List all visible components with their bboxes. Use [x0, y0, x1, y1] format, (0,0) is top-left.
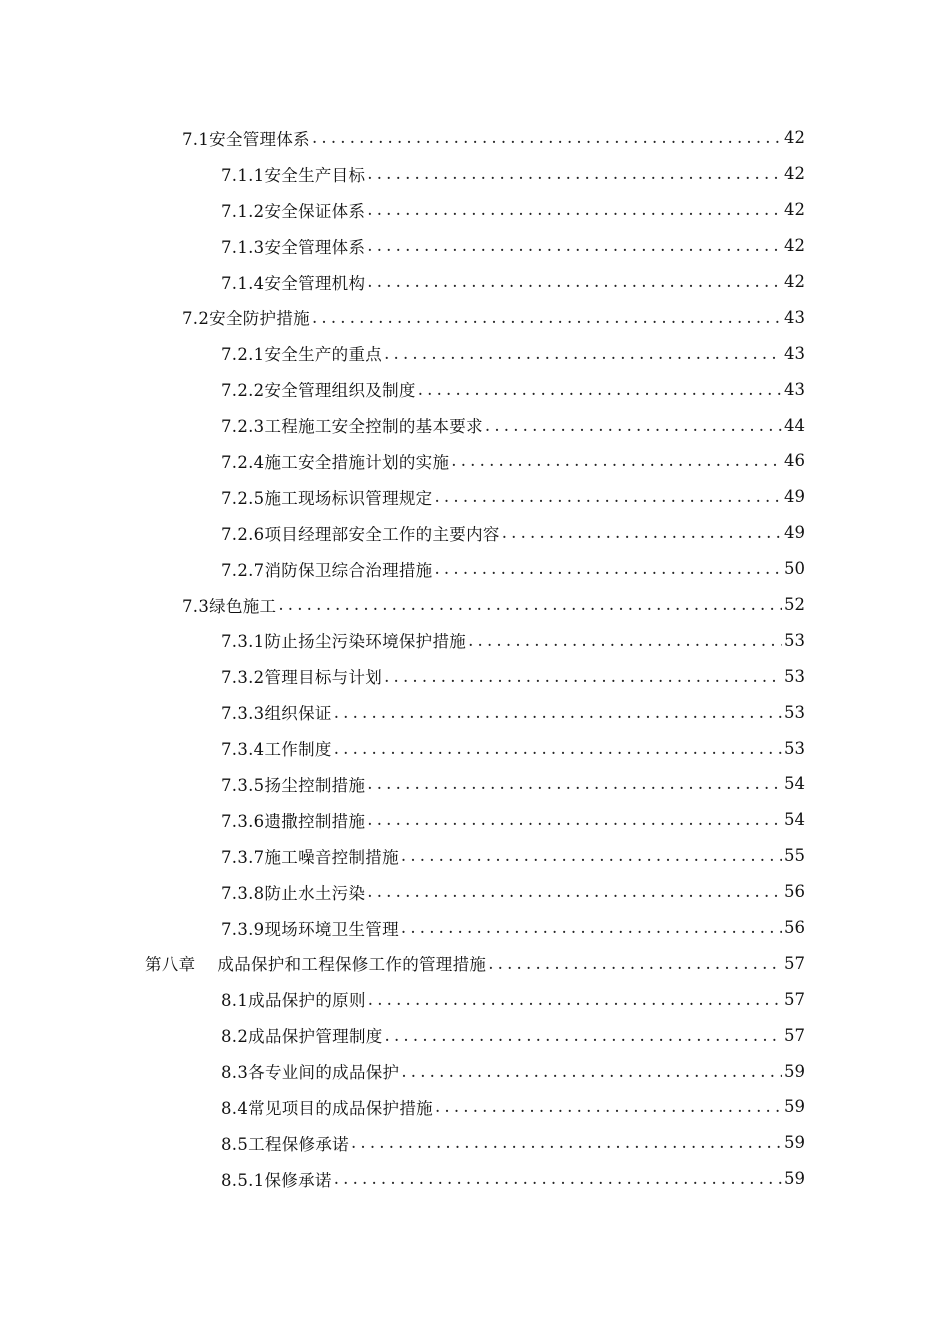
toc-entry[interactable] [0, 551, 950, 587]
toc-entry[interactable] [0, 264, 950, 300]
toc-entry-title: 8.2成品保护管理制度 [221, 1027, 383, 1047]
toc-entry-title: 7.1.4安全管理机构 [221, 273, 366, 293]
toc-entry[interactable] [0, 479, 950, 515]
toc-entry[interactable] [0, 802, 950, 838]
toc-entry-title: 7.2.2安全管理组织及制度 [221, 381, 416, 401]
toc-entry[interactable] [0, 766, 950, 802]
toc-entry-title: 7.3.5扬尘控制措施 [221, 775, 366, 795]
toc-dot-leader [401, 846, 782, 865]
toc-entry[interactable] [0, 838, 950, 874]
toc-entry[interactable] [0, 192, 950, 228]
toc-entry-page: 53 [784, 738, 805, 758]
toc-entry-page: 56 [784, 918, 805, 938]
toc-dot-leader [468, 631, 782, 650]
toc-dot-leader [367, 164, 782, 183]
toc-entry-title: 7.3.8防止水土污染 [221, 883, 366, 903]
toc-entry-title: 8.5工程保修承诺 [221, 1134, 349, 1154]
toc-entry-title: 7.1.3安全管理体系 [221, 237, 366, 257]
toc-dot-leader [351, 1133, 782, 1152]
toc-entry[interactable] [0, 1161, 950, 1197]
toc-entry-title: 7.1安全管理体系 [182, 129, 310, 149]
toc-dot-leader [367, 272, 782, 291]
toc-entry-page: 56 [784, 882, 805, 902]
toc-entry-page: 57 [784, 989, 805, 1009]
toc-entry-page: 42 [784, 128, 805, 148]
toc-entry-title: 7.3.1防止扬尘污染环境保护措施 [221, 632, 467, 652]
toc-entry-page: 49 [784, 487, 805, 507]
toc-dot-leader [312, 308, 782, 327]
toc-entry-title: 7.2.6项目经理部安全工作的主要内容 [221, 524, 500, 544]
toc-entry[interactable] [0, 981, 950, 1017]
toc-chapter-title [145, 951, 486, 975]
toc-dot-leader [401, 1062, 782, 1081]
toc-dot-leader [278, 595, 782, 614]
toc-entry-title: 7.2.7消防保卫综合治理措施 [221, 560, 433, 580]
toc-entry[interactable] [0, 120, 950, 156]
toc-entry-page: 54 [784, 810, 805, 830]
toc-entry-page: 53 [784, 666, 805, 686]
toc-entry-title: 7.1.2安全保证体系 [221, 201, 366, 221]
toc-entry[interactable] [0, 874, 950, 910]
toc-dot-leader [384, 667, 782, 686]
toc-entry[interactable] [0, 587, 950, 623]
toc-entry[interactable] [0, 443, 950, 479]
toc-entry-page: 59 [784, 1169, 805, 1189]
toc-entry-page: 44 [784, 415, 805, 435]
toc-chapter-name: 成品保护和工程保修工作的管理措施 [217, 955, 487, 975]
toc-entry-page: 42 [784, 236, 805, 256]
toc-entry-title: 7.2安全防护措施 [182, 309, 310, 329]
toc-dot-leader [385, 1026, 782, 1045]
toc-entry-title: 7.2.4施工安全措施计划的实施 [221, 452, 450, 472]
toc-dot-leader [502, 523, 782, 542]
toc-entry[interactable] [0, 694, 950, 730]
toc-entry-page: 59 [784, 1061, 805, 1081]
toc-dot-leader [418, 380, 782, 399]
toc-entry-page: 42 [784, 200, 805, 220]
toc-entry-page: 53 [784, 630, 805, 650]
toc-entry-title: 7.2.3工程施工安全控制的基本要求 [221, 417, 483, 437]
toc-entry[interactable] [0, 1125, 950, 1161]
toc-entry[interactable] [0, 515, 950, 551]
toc-entry-title: 7.3.9现场环境卫生管理 [221, 919, 399, 939]
toc-entry-page: 49 [784, 523, 805, 543]
toc-dot-leader [334, 703, 782, 722]
toc-entry[interactable] [0, 299, 950, 335]
toc-entry[interactable] [0, 910, 950, 946]
toc-entry[interactable] [0, 622, 950, 658]
toc-dot-leader [434, 487, 782, 506]
toc-dot-leader [334, 1169, 782, 1188]
toc-dot-leader [367, 810, 782, 829]
toc-entry-title: 7.2.1安全生产的重点 [221, 345, 383, 365]
toc-entry-page: 46 [784, 451, 805, 471]
toc-dot-leader [334, 739, 782, 758]
toc-dot-leader [434, 559, 782, 578]
toc-chapter-entry[interactable] [0, 945, 950, 981]
toc-dot-leader [488, 954, 782, 973]
toc-entry-title: 8.5.1保修承诺 [221, 1170, 332, 1190]
toc-chapter-number: 第八章 [145, 955, 196, 975]
table-of-contents [0, 120, 950, 1197]
toc-dot-leader [367, 882, 782, 901]
toc-entry-page: 42 [784, 272, 805, 291]
toc-dot-leader [451, 451, 782, 470]
toc-entry-page: 50 [784, 559, 805, 579]
toc-entry-title: 8.3各专业间的成品保护 [221, 1063, 400, 1083]
toc-entry-title: 8.4常见项目的成品保护措施 [221, 1098, 433, 1118]
toc-entry-page: 59 [784, 1133, 805, 1153]
toc-entry-title: 7.3绿色施工 [182, 596, 277, 616]
toc-entry-page: 53 [784, 702, 805, 722]
toc-dot-leader [367, 774, 782, 793]
toc-dot-leader [368, 990, 782, 1009]
toc-entry[interactable] [0, 658, 950, 694]
toc-entry-page: 42 [784, 164, 805, 184]
toc-entry-page: 55 [784, 846, 805, 866]
toc-entry-title: 7.2.5施工现场标识管理规定 [221, 488, 433, 508]
toc-entry[interactable] [0, 156, 950, 192]
toc-dot-leader [312, 128, 782, 147]
toc-entry[interactable] [0, 407, 950, 443]
toc-entry-title: 8.1成品保护的原则 [221, 991, 366, 1011]
toc-entry[interactable] [0, 1017, 950, 1053]
toc-entry[interactable] [0, 730, 950, 766]
toc-entry-title: 7.1.1安全生产目标 [221, 165, 366, 185]
toc-entry-page: 57 [784, 953, 805, 973]
toc-dot-leader [384, 344, 782, 363]
toc-dot-leader [367, 236, 782, 255]
toc-entry[interactable] [0, 1053, 950, 1089]
toc-dot-leader [435, 1097, 782, 1116]
toc-entry[interactable] [0, 371, 950, 407]
toc-dot-leader [485, 416, 782, 435]
toc-entry-page: 57 [784, 1025, 805, 1045]
toc-entry-title: 7.3.6遗撒控制措施 [221, 811, 366, 831]
toc-dot-leader [401, 918, 782, 937]
toc-entry[interactable] [0, 228, 950, 264]
toc-dot-leader [367, 200, 782, 219]
toc-entry-page: 43 [784, 379, 805, 399]
toc-entry-page: 54 [784, 774, 805, 794]
toc-entry-title: 7.3.2管理目标与计划 [221, 668, 383, 688]
toc-entry-page: 43 [784, 307, 805, 327]
toc-entry-title: 7.3.4工作制度 [221, 740, 332, 760]
toc-entry-page: 59 [784, 1097, 805, 1117]
toc-entry-title: 7.3.3组织保证 [221, 704, 332, 724]
toc-entry[interactable] [0, 1089, 950, 1125]
toc-entry[interactable] [0, 335, 950, 371]
toc-entry-page: 43 [784, 343, 805, 363]
toc-entry-page: 52 [784, 595, 805, 615]
toc-entry-title: 7.3.7施工噪音控制措施 [221, 847, 399, 867]
